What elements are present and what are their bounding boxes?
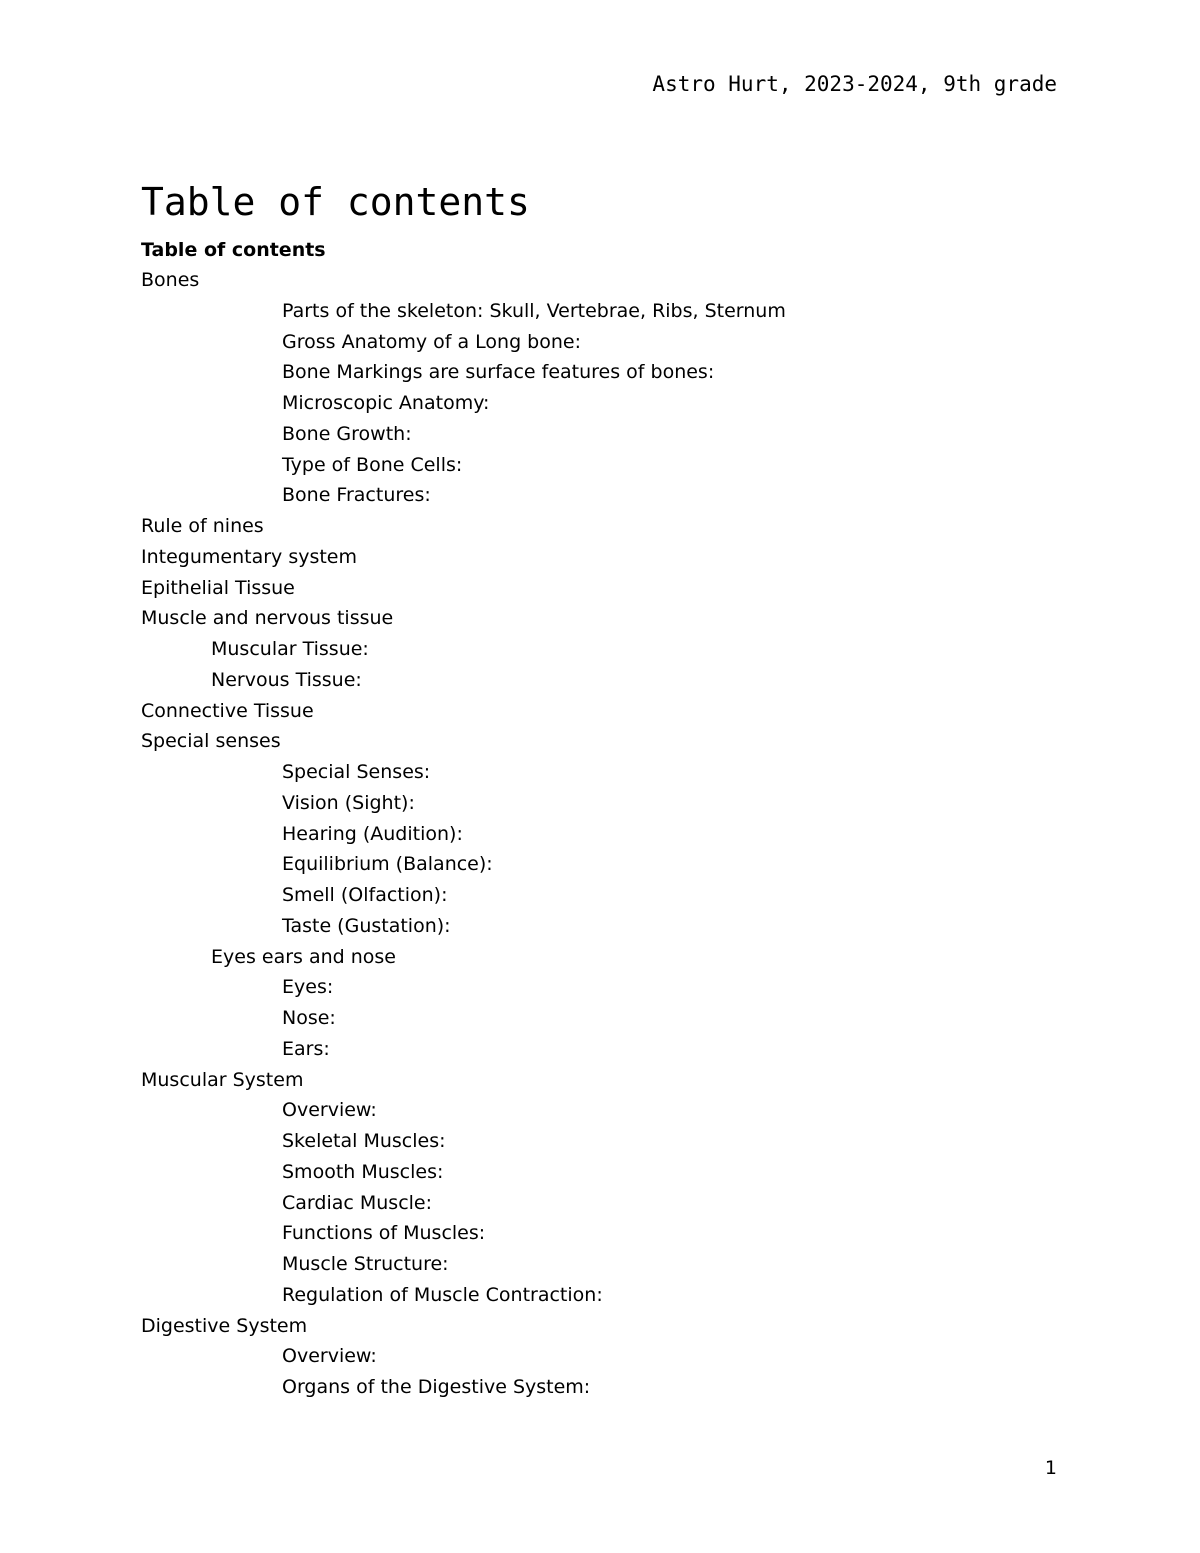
toc-entry[interactable]: Parts of the skeleton: Skull, Vertebrae, Ribs, Sternum <box>282 299 786 322</box>
toc-entry[interactable]: Bone Growth: <box>282 422 412 445</box>
toc-entry[interactable]: Type of Bone Cells: <box>282 453 463 476</box>
toc-entry[interactable]: Organs of the Digestive System: <box>282 1376 591 1398</box>
toc-entry[interactable]: Muscle and nervous tissue <box>141 607 394 630</box>
toc-entry[interactable]: Muscular Tissue: <box>211 638 369 660</box>
toc-entry[interactable]: Overview: <box>282 1345 377 1368</box>
toc-entry[interactable]: Special senses <box>141 730 281 753</box>
toc-entry[interactable]: Epithelial Tissue <box>141 576 295 599</box>
toc-entry[interactable]: Integumentary system <box>141 545 358 568</box>
toc-entry[interactable]: Ears: <box>282 1037 330 1060</box>
page-title: Table of contents <box>141 180 530 224</box>
toc-entry[interactable]: Muscular System <box>141 1068 304 1091</box>
toc-entry[interactable]: Skeletal Muscles: <box>282 1130 446 1152</box>
toc-entry[interactable]: Vision (Sight): <box>282 791 415 814</box>
toc-entry[interactable]: Gross Anatomy of a Long bone: <box>282 330 581 353</box>
toc-entry[interactable]: Smooth Muscles: <box>282 1160 444 1183</box>
toc-entry[interactable]: Special Senses: <box>282 761 431 783</box>
toc-entry[interactable]: Functions of Muscles: <box>282 1222 486 1245</box>
toc-entry[interactable]: Nervous Tissue: <box>211 668 362 691</box>
toc-entry[interactable]: Cardiac Muscle: <box>282 1191 433 1214</box>
page-header: Astro Hurt, 2023-2024, 9th grade <box>652 72 1057 96</box>
toc-entry[interactable]: Bone Fractures: <box>282 484 431 507</box>
toc-entry[interactable]: Equilibrium (Balance): <box>282 853 493 876</box>
toc-entry[interactable]: Overview: <box>282 1099 377 1122</box>
toc-entry[interactable]: Digestive System <box>141 1314 308 1337</box>
toc-entry[interactable]: Hearing (Audition): <box>282 822 463 845</box>
toc-entry[interactable]: Smell (Olfaction): <box>282 884 448 906</box>
toc-entry[interactable]: Taste (Gustation): <box>282 914 451 937</box>
page-number: 1 <box>1044 1457 1057 1479</box>
toc-entry[interactable]: Microscopic Anatomy: <box>282 392 490 414</box>
toc-entry[interactable]: Eyes: <box>282 976 334 999</box>
toc-heading: Table of contents <box>141 239 326 261</box>
toc-entry[interactable]: Nose: <box>282 1007 336 1029</box>
toc-entry[interactable]: Rule of nines <box>141 515 264 537</box>
toc-entry[interactable]: Muscle Structure: <box>282 1253 449 1275</box>
toc-entry[interactable]: Eyes ears and nose <box>211 945 396 968</box>
toc-entry[interactable]: Regulation of Muscle Contraction: <box>282 1283 603 1306</box>
toc-entry[interactable]: Bones <box>141 269 200 291</box>
table-of-contents <box>141 265 786 1403</box>
toc-entry[interactable]: Bone Markings are surface features of bones: <box>282 361 715 384</box>
toc-entry[interactable]: Connective Tissue <box>141 699 314 722</box>
